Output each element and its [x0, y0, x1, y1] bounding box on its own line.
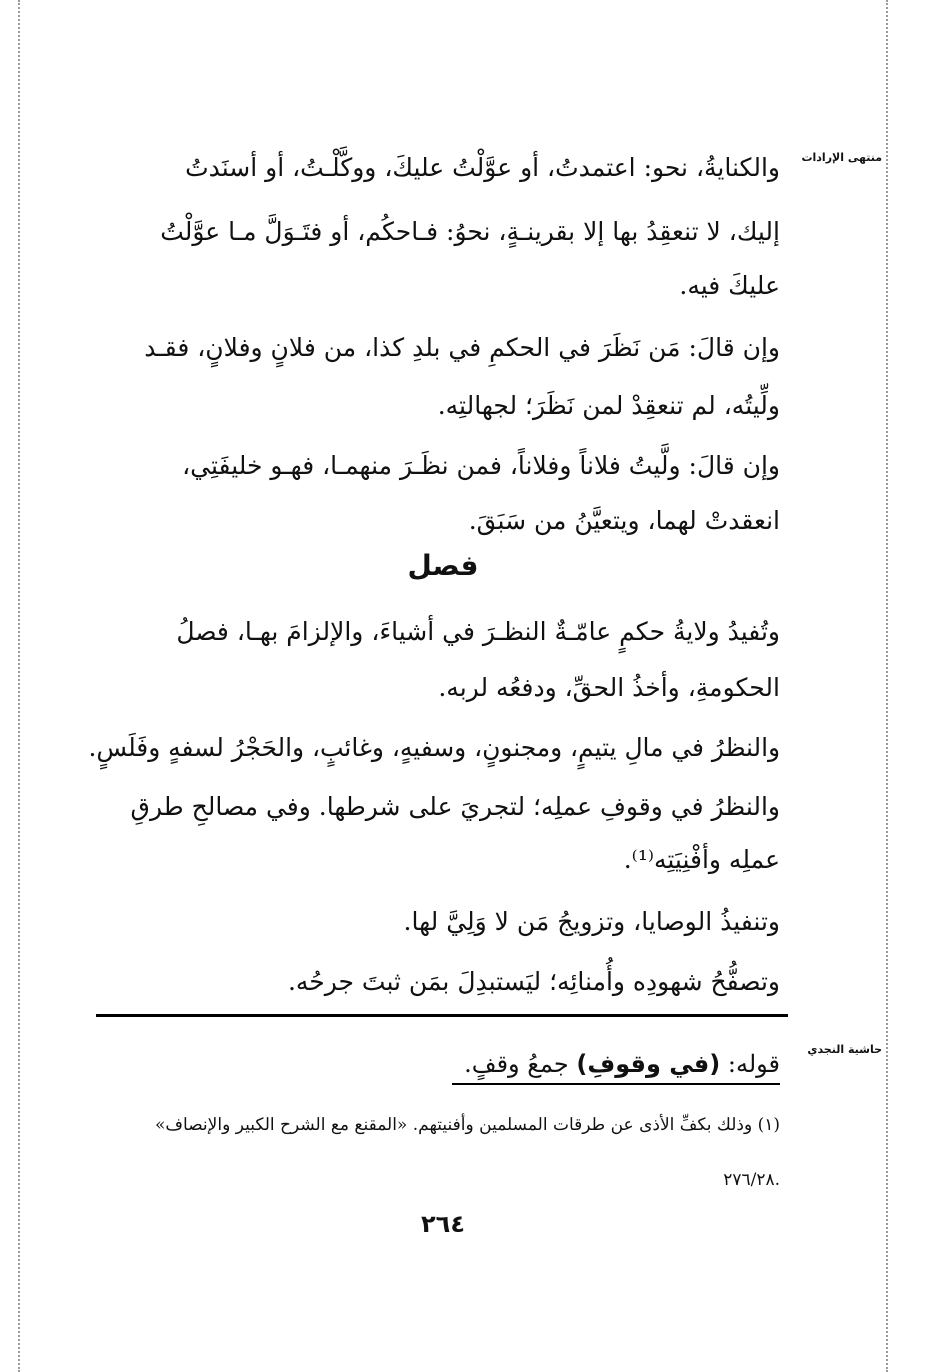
margin-label-main-text: منتهى الإرادات [801, 151, 882, 164]
section-heading: فصل [407, 549, 479, 582]
section-line-3: والنظرُ في مالِ يتيمٍ، ومجنونٍ، وسفيهٍ، وغائبٍ، والحَجْرُ لسفهٍ وفَلَسٍ. [88, 733, 780, 762]
section-line-7: وتصفُّحُ شهودِه وأُمنائِه؛ ليَستبدِلَ بمَن ثبتَ جرحُه. [287, 967, 780, 996]
body-line-2: إليك، لا تنعقِدُ بها إلا بقرينـةٍ، نحوُ: فـاحكُم، أو فتَـوَلَّ مـا عوَّلْتُ [160, 217, 780, 246]
section-line-2: الحكومةِ، وأخذُ الحقِّ، ودفعُه لربه. [438, 673, 780, 702]
body-line-1: والكنايةُ، نحو: اعتمدتُ، أو عوَّلْتُ عليكَ، ووكَّلْـتُ، أو أسنَدتُ [185, 153, 780, 182]
footnote-line-2: .٢٧٦/٢٨ [723, 1170, 780, 1190]
body-line-5: ولِّيتُه، لم تنعقِدْ لمن نَظَرَ؛ لجهالتِه. [437, 391, 780, 420]
section-line-6: وتنفيذُ الوصايا، وتزويجُ مَن لا وَلِيَّ لها. [403, 907, 780, 936]
body-line-4: وإن قالَ: مَن نَظَرَ في الحكمِ في بلدِ كذا، من فلانٍ وفلانٍ، فقـد [144, 333, 780, 362]
commentary-term: (في وقوفِ) [576, 1050, 721, 1078]
section-line-4: والنظرُ في وقوفِ عملِه؛ لتجريَ على شرطها. وفي مصالحِ طرقِ [130, 792, 780, 821]
body-line-7: انعقدتْ لهما، ويتعيَّنُ من سَبَقَ. [468, 506, 780, 535]
body-line-3: عليكَ فيه. [679, 271, 780, 300]
commentary-underline [452, 1083, 780, 1085]
commentary-gloss [464, 1047, 780, 1081]
body-line-6: وإن قالَ: ولَّيتُ فلاناً وفلاناً، فمن نظَـرَ منهمـا، فهـو خليفَتِي، [182, 451, 780, 480]
left-margin-dotted-rule [18, 0, 20, 1372]
commentary-prefix: قوله: [720, 1050, 780, 1078]
commentary-suffix: جمعُ وقفٍ. [464, 1050, 577, 1078]
footnote-line-1: (١) وذلك بكفِّ الأذى عن طرقات المسلمين وأفنيتهم. «المقنع مع الشرح الكبير والإنصاف» [154, 1115, 780, 1135]
commentary-separator-rule [96, 1014, 788, 1017]
section-line-5: عملِه وأفْنِيَتِه⁽¹⁾. [623, 845, 780, 874]
margin-label-commentary: حاشية النجدي [807, 1043, 882, 1056]
right-margin-dotted-rule [886, 0, 888, 1372]
page-number: ٢٦٤ [421, 1210, 465, 1238]
section-line-1: وتُفيدُ ولايةُ حكمٍ عامّـةٌ النظـرَ في أشياءَ، والإلزامَ بهـا، فصلُ [176, 617, 780, 646]
